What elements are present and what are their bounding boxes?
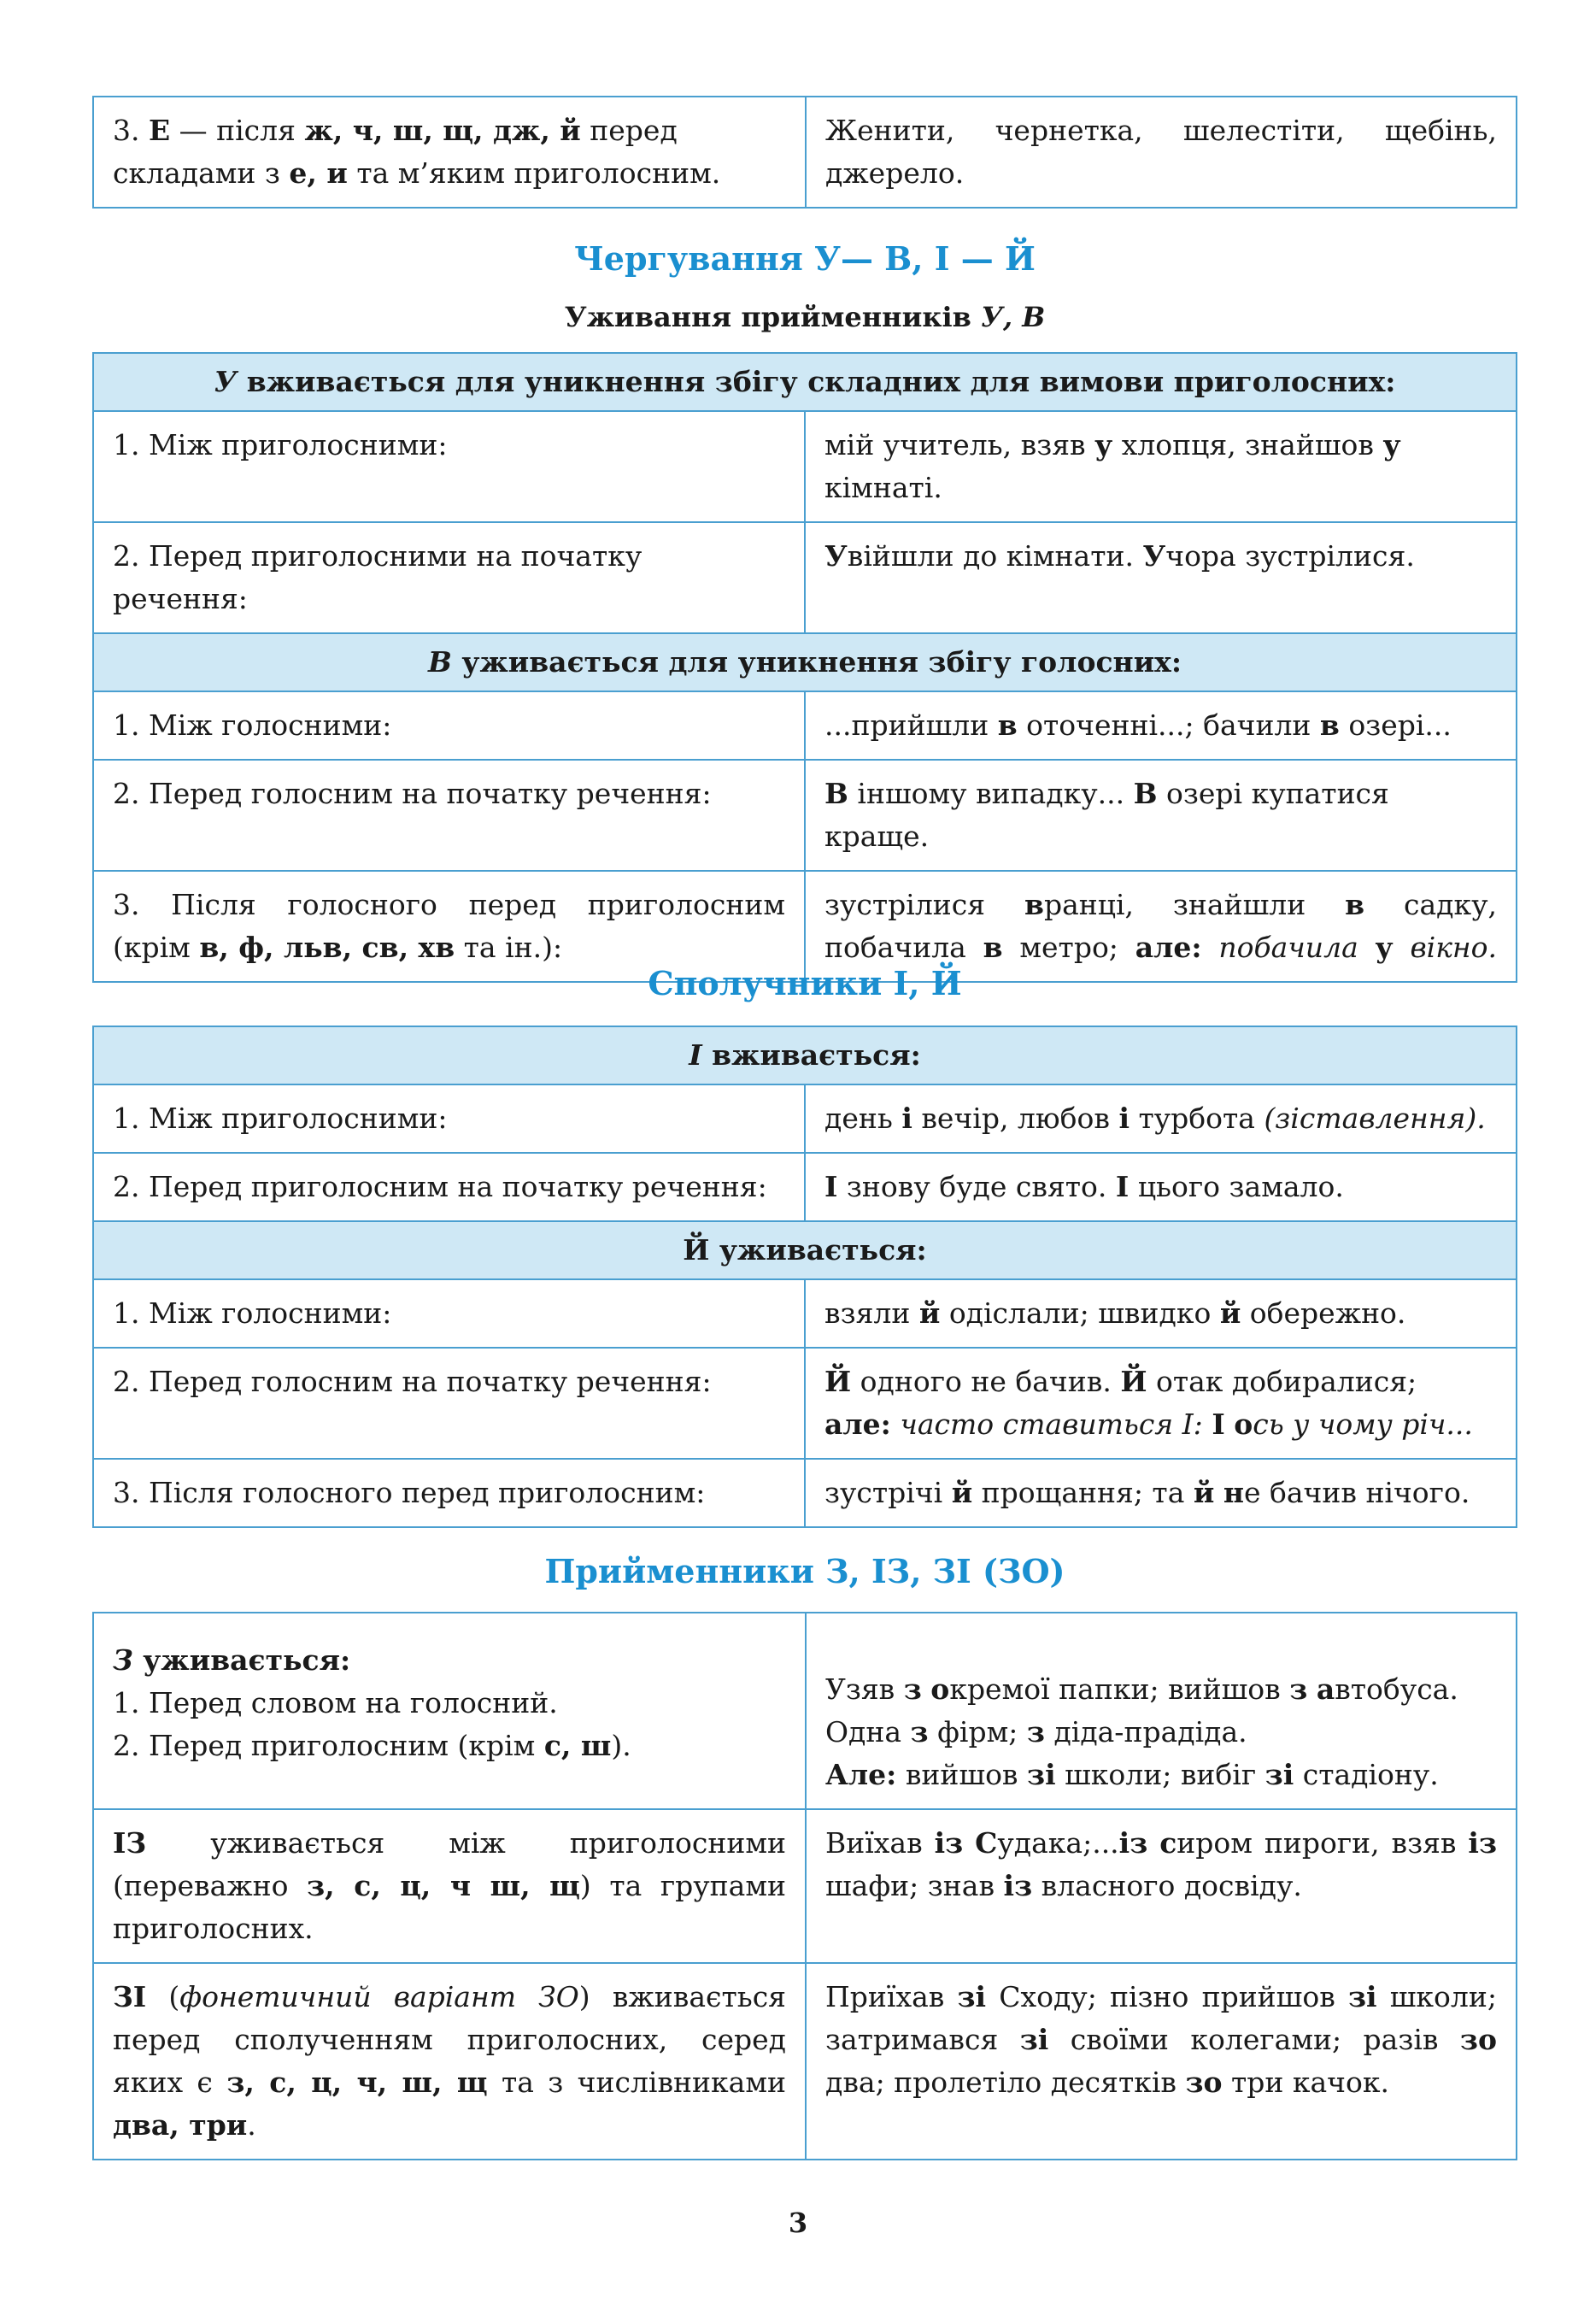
rule-cell: ІЗ уживається між приголосними (переважно з, с, ц, ч ш, щ) та групами приголосних. [93,1809,806,1963]
table-row [93,1084,1517,1153]
rule-num: 3. [113,114,149,147]
rule-letter: Е [148,114,171,147]
table-header [93,353,1517,411]
table-row [93,97,1517,208]
rule-cell: 3. Після голосного перед приголосним (крім в, ф, льв, св, хв та ін.): [93,871,805,982]
table-i-y [92,1026,1517,1528]
example-cell: Виїхав із Судака;...із сиром пироги, взяв із шафи; знав із власного досвіду. [806,1809,1517,1963]
rule-cell: 3. Після голосного перед приголосним: [93,1459,805,1527]
rule-text: — після [170,114,305,147]
table-row [93,691,1517,760]
header-letter: У [214,365,238,398]
table-header: І вживається: [93,1026,1517,1084]
rule-cell: 1. Між приголосними: [93,1084,805,1153]
table-row [93,760,1517,871]
example-cell: взяли й одіслали; швидко й обережно. [805,1279,1517,1348]
rule-text: та м’яким приголосним. [347,156,721,190]
rule-cell: З уживається: 1. Перед словом на голосний. 2. Перед приголосним (крім с, ш). [93,1613,806,1809]
table-row [93,1348,1517,1459]
subtitle-text: Уживання прийменників [564,301,981,333]
table-row [93,1963,1517,2160]
table-u-v [92,352,1517,983]
example-cell: Узяв з окремої папки; вийшов з автобуса. Одна з фірм; з діда-прадіда. Але: вийшов зі школи; вибіг зі стадіону. [806,1613,1517,1809]
table-row [93,411,1517,522]
example-cell: Увійшли до кімнати. Учора зустрілися. [805,522,1517,633]
subtitle-prepositions [92,301,1517,333]
example-cell: зустрічі й прощання; та й не бачив нічого. [805,1459,1517,1527]
table-row [93,1279,1517,1348]
rule-cell: 1. Між приголосними: [93,411,805,522]
subtitle-letters: У, В [980,301,1046,333]
rule-cell: 1. Між голосними: [93,1279,805,1348]
table-top [92,96,1517,209]
rule-cell: ЗІ (фонетичний варіант ЗО) вживається перед сполученням приголосних, серед яких є з, с, ц, ч, ш, щ та з числівниками два, три. [93,1963,806,2160]
example-cell: Приїхав зі Сходу; пізно прийшов зі школи; затримався зі своїми колегами; разів зо два; пролетіло десятків зо три качок. [806,1963,1517,2160]
example-cell: Й одного не бачив. Й отак добиралися; але: часто ставиться І: І ось у чому річ... [805,1348,1517,1459]
example-cell: В іншому випадку... В озері купатися краще. [805,760,1517,871]
rule-letters: ж, ч, ш, щ, дж, й [304,114,581,147]
header-text: вживається для уникнення збігу складних для вимови приголосних: [237,365,1396,398]
rule-cell: 2. Перед приголосним на початку речення: [93,1153,805,1221]
section-title-alternation: Чергування У— В, І — Й [574,239,1036,278]
table-row [93,1613,1517,1809]
table-row [93,1459,1517,1527]
example-cell: мій учитель, взяв у хлопця, знайшов у кімнаті. [805,411,1517,522]
rule-cell: 1. Між голосними: [93,691,805,760]
rule-e-cell [93,97,806,208]
table-z [92,1612,1517,2160]
page-number: 3 [788,2207,808,2239]
section-title-conjunctions: Сполучники І, Й [648,964,962,1002]
table-header: Й уживається: [93,1221,1517,1279]
example-cell: ...прийшли в оточенні...; бачили в озері... [805,691,1517,760]
rule-text: перед складами з [113,114,678,190]
example-cell: день і вечір, любов і турбота (зіставлення). [805,1084,1517,1153]
table-row [93,1809,1517,1963]
example-cell: зустрілися вранці, знайшли в садку, побачила в метро; але: побачила у вікно. [805,871,1517,982]
example-cell: І знову буде свято. І цього замало. [805,1153,1517,1221]
rule-cell: 2. Перед голосним на початку речення: [93,1348,805,1459]
table-header [93,633,1517,691]
table-row [93,1153,1517,1221]
rule-cell: 2. Перед голосним на початку речення: [93,760,805,871]
example-cell: Женити, чернетка, шелестіти, щебінь, джерело. [806,97,1517,208]
section-title-prepositions-z: Прийменники З, ІЗ, ЗІ (ЗО) [544,1552,1065,1590]
header-text: уживається для уникнення збігу голосних: [451,645,1182,679]
rule-cell: 2. Перед приголосними на початку речення: [93,522,805,633]
table-row [93,522,1517,633]
header-letter: В [427,645,452,679]
rule-letters: е, и [289,156,348,190]
